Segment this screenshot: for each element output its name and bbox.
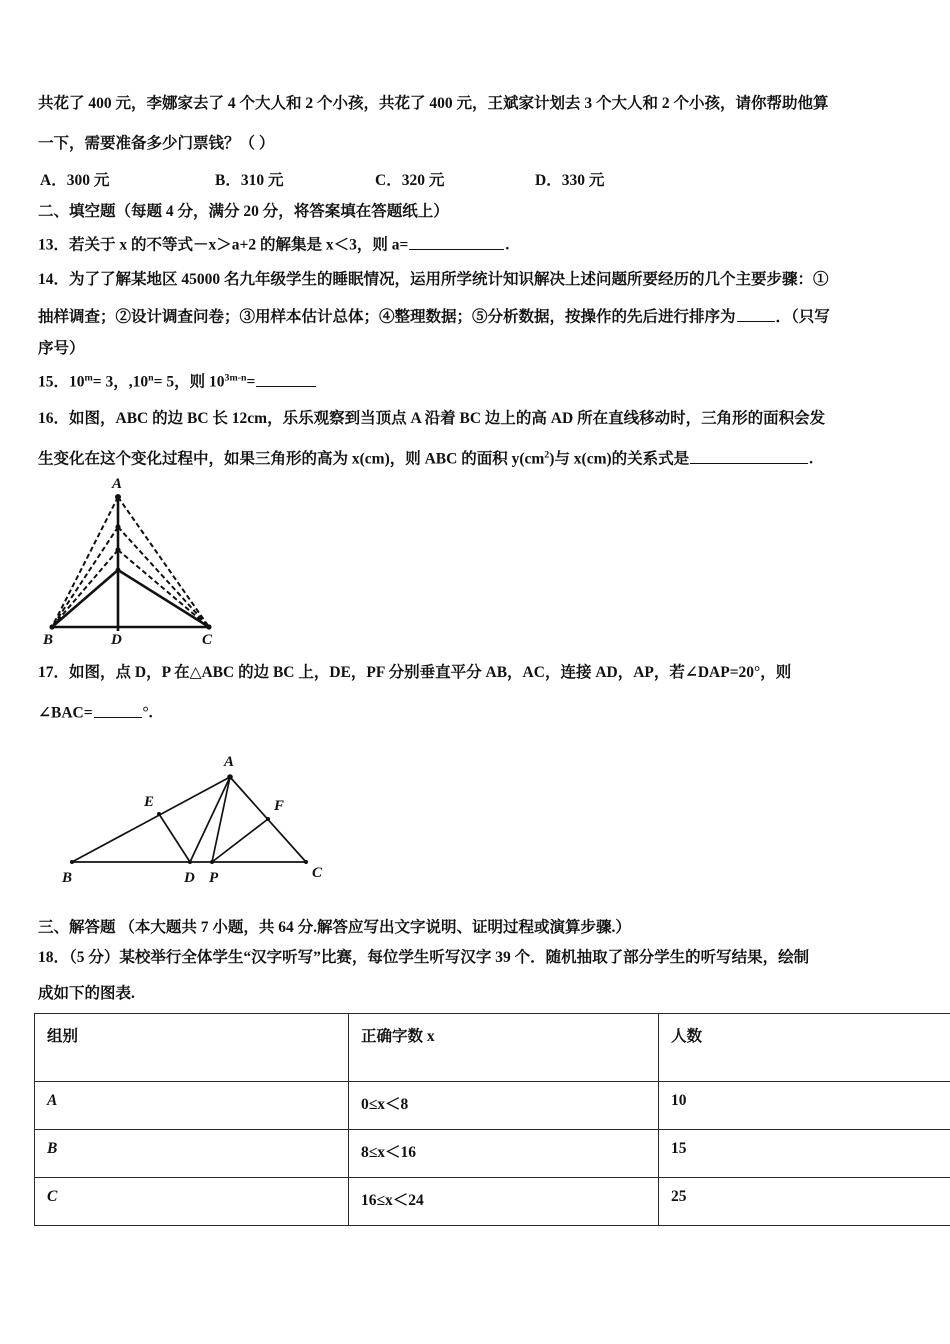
question-15-exponent-n: n — [148, 372, 154, 384]
table-header-group: 组别 — [35, 1014, 349, 1082]
question-14-line-1 — [38, 272, 829, 288]
question-16-period: . — [809, 450, 814, 468]
figure-17-label-d: D — [184, 870, 195, 886]
question-17-degrees: °. — [142, 704, 153, 722]
figure-16-label-d: D — [111, 632, 122, 645]
table-header-correct-count: 正确字数 x — [349, 1014, 659, 1082]
question-13 — [38, 234, 509, 253]
question-13-period: . — [505, 236, 510, 254]
question-15-base-1: 10 — [69, 373, 85, 391]
table-row — [35, 1178, 950, 1226]
question-17-number: 17． — [38, 664, 70, 681]
question-15-exponent-m: m — [84, 372, 93, 384]
question-16-text-3: )与 x(cm)的关系式是 — [549, 450, 690, 468]
figure-17-label-b: B — [62, 870, 73, 886]
question-16-line-1 — [38, 411, 825, 427]
table-cell-range-b: 8≤x＜16 — [349, 1130, 659, 1178]
question-15 — [38, 371, 317, 390]
question-18-text-1: （5 分）某校举行全体学生“汉字听写”比赛，每位学生听写汉字 39 个．随机抽取了部分学生的听写结果，绘制 — [69, 949, 810, 966]
question-17-text-2: ∠BAC= — [38, 704, 93, 722]
table-row — [35, 1130, 950, 1178]
question-15-mid-1: = 3，,10 — [92, 373, 149, 391]
question-15-equals: = — [246, 373, 256, 391]
question-18-line-2: 成如下的图表. — [38, 985, 135, 1002]
table-row — [35, 1082, 950, 1130]
question-17-answer-blank[interactable] — [94, 702, 142, 718]
question-13-answer-blank[interactable] — [409, 234, 504, 250]
table-cell-range-a: 0≤x＜8 — [349, 1082, 659, 1130]
question-15-number: 15． — [38, 373, 70, 391]
question-16-answer-blank[interactable] — [690, 448, 808, 464]
question-18-number: 18． — [38, 949, 70, 966]
table-header-people-count: 人数 — [659, 1014, 950, 1082]
question-14-text-3: ．（只写 — [775, 308, 830, 326]
question-14-text-2: 抽样调查；②设计调查问卷；③用样本估计总体；④整理数据；⑤分析数据，按操作的先后进行排序为 — [38, 308, 736, 326]
question-14-number: 14． — [38, 271, 70, 288]
table-cell-group-c: C — [35, 1178, 349, 1226]
question-13-number: 13． — [38, 236, 70, 254]
table-cell-range-c: 16≤x＜24 — [349, 1178, 659, 1226]
question-13-text: 若关于 x 的不等式－x＞a+2 的解集是 x＜3，则 a= — [69, 236, 409, 254]
question-12-option-b[interactable]: B．310 元 — [215, 172, 284, 189]
question-17-line-2 — [38, 702, 153, 721]
question-15-answer-blank[interactable] — [256, 371, 316, 387]
table-cell-group-b: B — [35, 1130, 349, 1178]
question-16-text-2: 生变化在这个变化过程中，如果三角形的高为 x(cm)，则 ABC 的面积 y(cm — [38, 450, 545, 468]
question-16-line-2 — [38, 448, 813, 467]
question-14-line-3: 序号） — [38, 340, 85, 357]
question-14-line-2 — [38, 306, 830, 325]
table-cell-count-c: 25 — [659, 1178, 950, 1226]
question-12-line-2: 一下，需要准备多少门票钱？（ ） — [38, 135, 275, 152]
question-17-text-1: 如图，点 D，P 在△ABC 的边 BC 上，DE，PF 分别垂直平分 AB，AC，连接 AD，AP，若∠DAP=20°，则 — [69, 664, 792, 681]
figure-16-label-b: B — [43, 632, 54, 645]
figure-17-label-p: P — [209, 870, 219, 886]
listening-results-table — [34, 1013, 950, 1226]
question-12-option-a[interactable]: A．300 元 — [40, 172, 110, 189]
figure-question-16 — [34, 470, 264, 645]
question-17-line-1 — [38, 665, 791, 681]
table-cell-count-b: 15 — [659, 1130, 950, 1178]
figure-17-label-a: A — [224, 754, 235, 770]
section-2-heading: 二、填空题（每题 4 分，满分 20 分，将答案填在答题纸上） — [38, 203, 449, 220]
figure-16-label-a: A — [112, 476, 123, 492]
table-cell-count-a: 10 — [659, 1082, 950, 1130]
question-14-text-1: 为了了解某地区 45000 名九年级学生的睡眠情况，运用所学统计知识解决上述问题所要经历的几个主要步骤：① — [69, 271, 829, 288]
question-18-line-1 — [38, 950, 809, 966]
question-12-option-d[interactable]: D．330 元 — [535, 172, 605, 189]
figure-17-label-e: E — [144, 794, 155, 810]
figure-17-label-c: C — [312, 865, 323, 881]
question-15-exponent-3mn: 3m-n — [224, 372, 247, 384]
table-cell-group-a: A — [35, 1082, 349, 1130]
table-header-row — [35, 1014, 950, 1082]
figure-question-17 — [44, 742, 344, 892]
question-15-mid-2: = 5，则 10 — [153, 373, 225, 391]
question-16-text-1: 如图，ABC 的边 BC 长 12cm，乐乐观察到当顶点 A 沿着 BC 边上的高 AD 所在直线移动时，三角形的面积会发 — [69, 410, 826, 427]
question-14-answer-blank[interactable] — [737, 306, 775, 322]
figure-16-label-c: C — [202, 632, 213, 645]
figure-17-label-f: F — [274, 798, 285, 814]
question-12-option-c[interactable]: C．320 元 — [375, 172, 445, 189]
question-16-number: 16． — [38, 410, 70, 427]
section-3-heading: 三、解答题 （本大题共 7 小题，共 64 分.解答应写出文字说明、证明过程或演算步骤.） — [38, 919, 631, 936]
question-12-line-1: 共花了 400 元，李娜家去了 4 个大人和 2 个小孩，共花了 400 元，王斌家计划去 3 个大人和 2 个小孩，请你帮助他算 — [38, 95, 829, 112]
question-16-superscript-2: 2 — [544, 449, 550, 461]
